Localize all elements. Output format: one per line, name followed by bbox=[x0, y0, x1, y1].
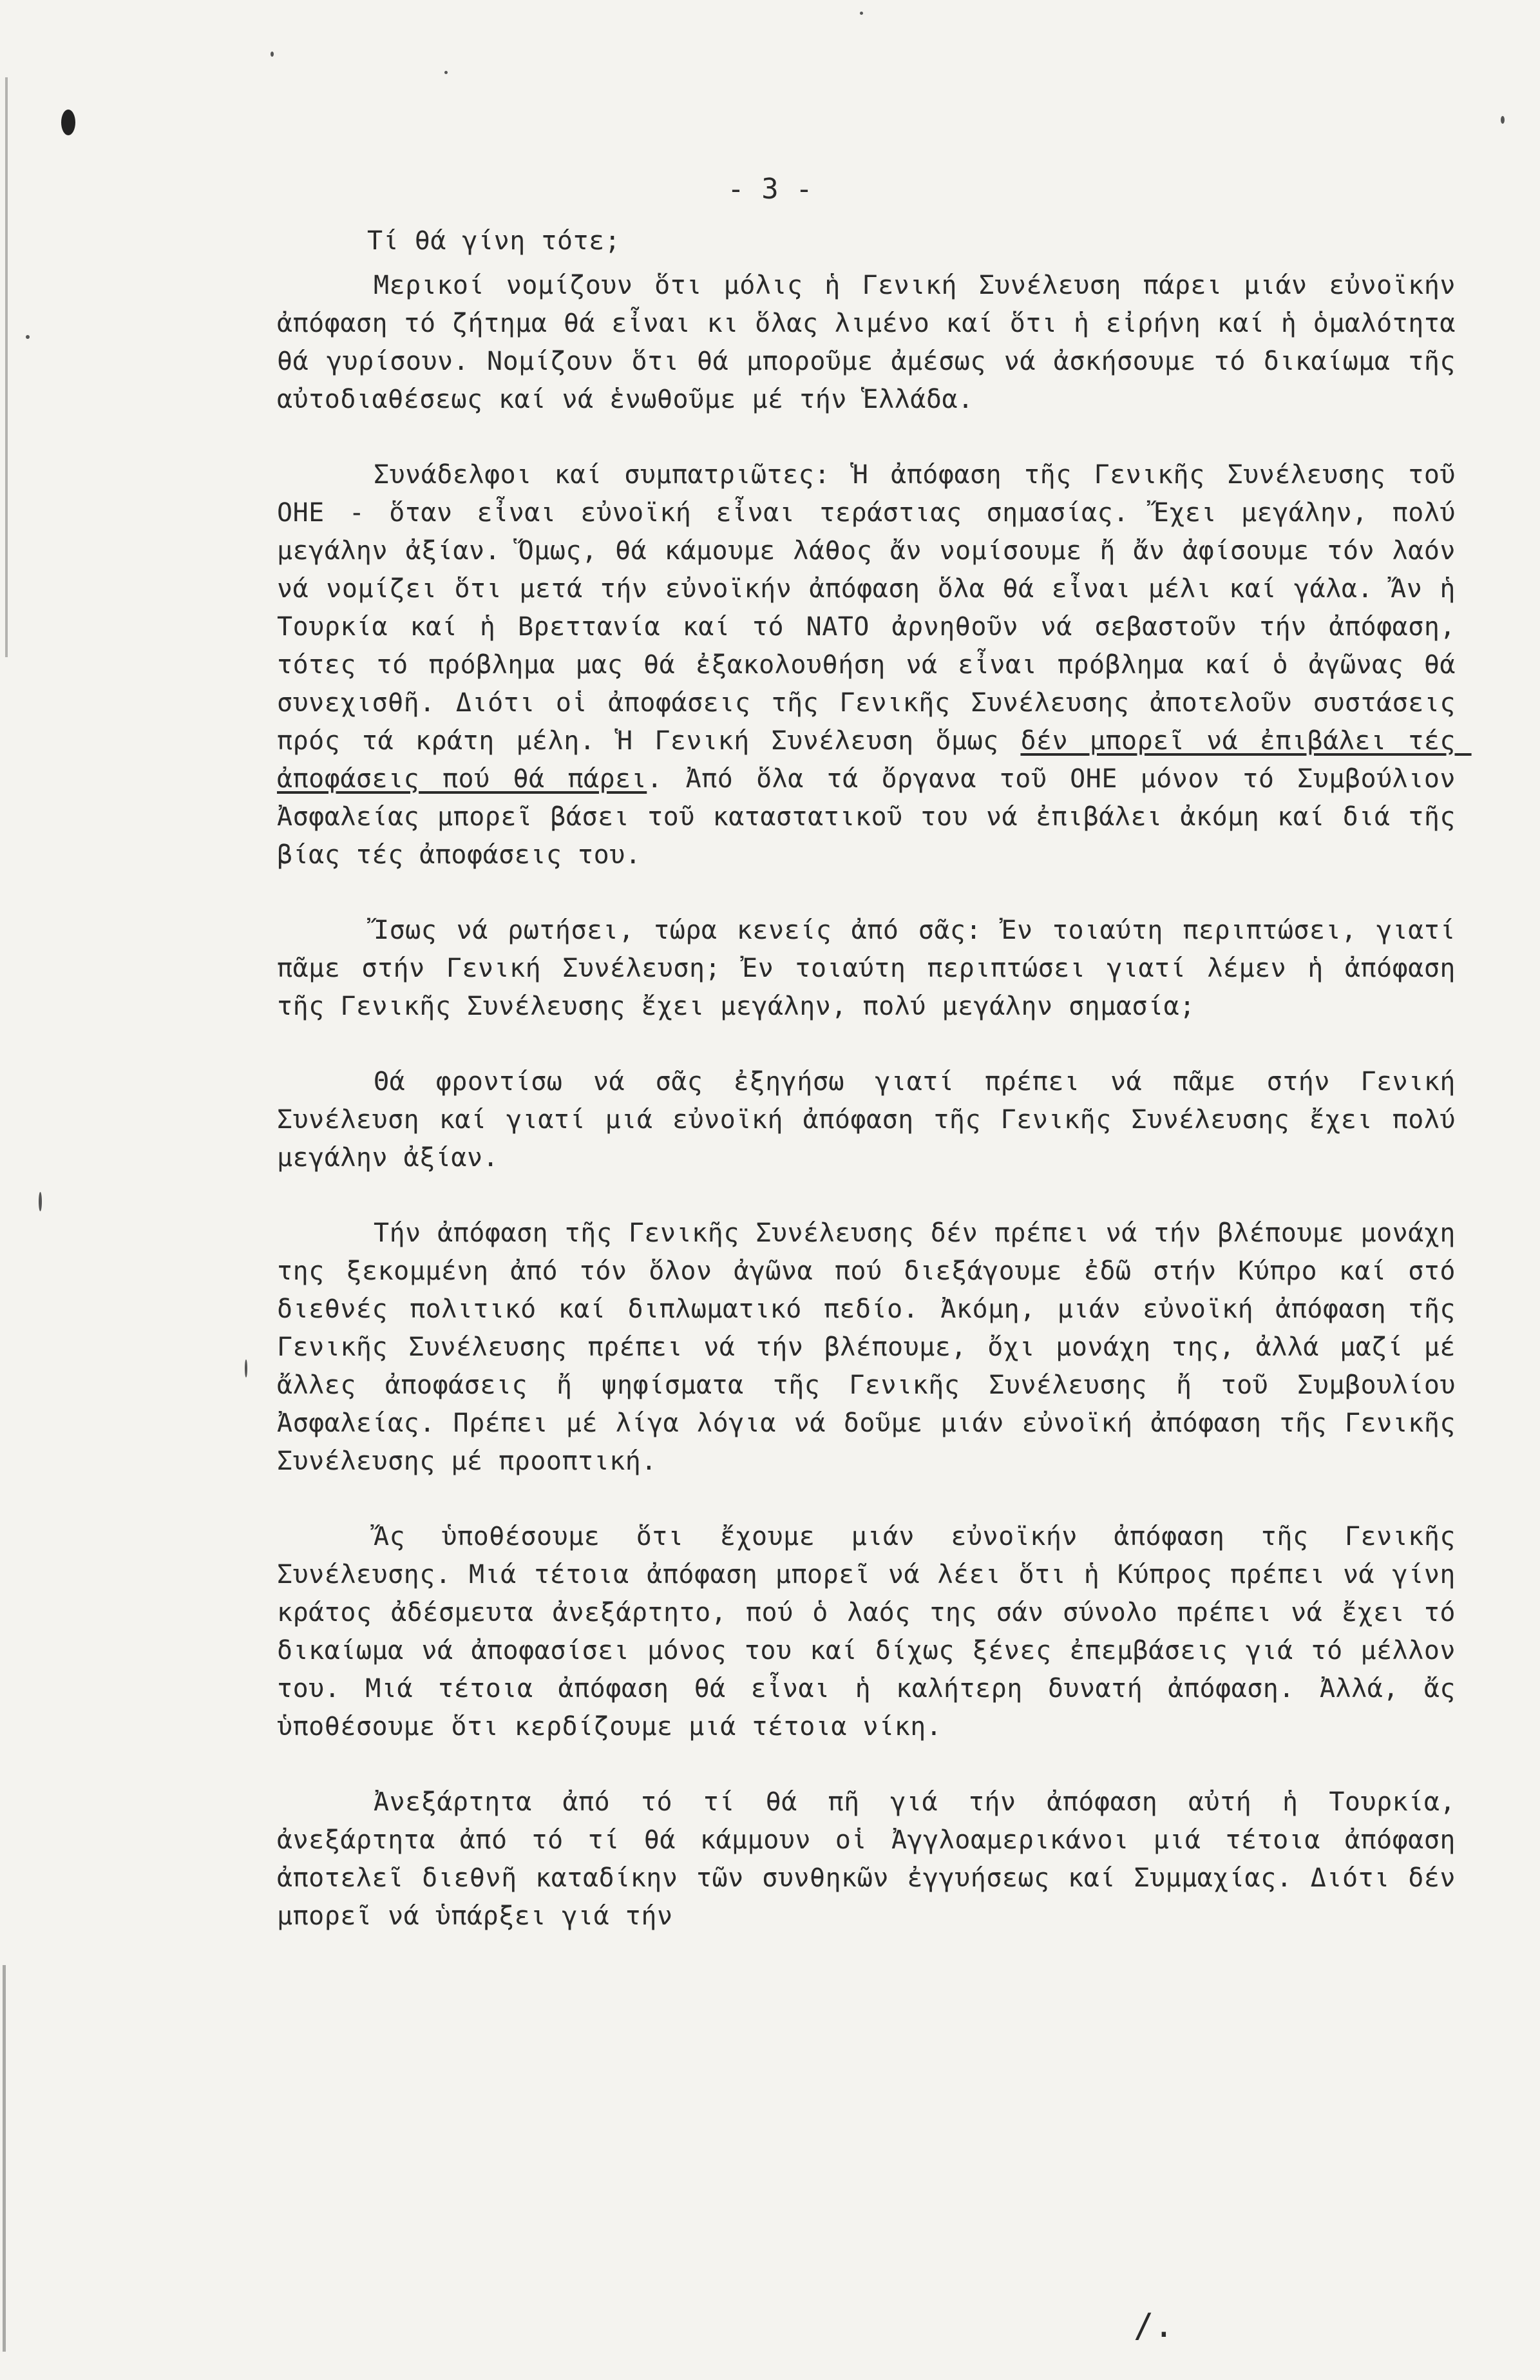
scan-edge-mark bbox=[3, 1965, 6, 2352]
scan-speck bbox=[61, 110, 75, 135]
scan-speck bbox=[1501, 116, 1505, 124]
section-heading: Τί θά γίνη τότε; bbox=[367, 226, 621, 256]
underlined-phrase: δέν μπορεῖ νά ἐπιβάλει τές ἀποφάσεις πού θά πάρει bbox=[277, 726, 1472, 794]
paragraph-2-text: Συνάδελφοι καί συμπατριῶτες: Ἡ ἀπόφαση τῆς Γενικῆς Συνέλευσης τοῦ ΟΗΕ - ὅταν εἶναι εὐνοϊκή εἶναι τεράστιας σημασίας. Ἔχει μεγάλην, πολύ μεγάλην ἀξίαν. Ὅμως, θά κάμουμε λάθος ἄν νομίσουμε ἤ ἄν ἀφίσουμε τόν λαόν νά νομίζει ὅτι μετά τήν εὐνοϊκήν ἀπόφαση ὅλα θά εἶναι μέλι καί γάλα. Ἄν ἡ Τουρκία καί ἡ Βρεττανία καί τό ΝΑΤΟ ἀρνηθοῦν νά σεβαστοῦν τήν ἀπόφαση, τότες τό πρόβλημα μας θά ἐξακολουθήση νά εἶναι πρόβλημα καί ὁ ἀγῶνας θά συνεχισθῆ. Διότι οἱ ἀποφάσεις τῆς Γενικῆς Συνέλευσης ἀποτελοῦν συστάσεις πρός τά κράτη μέλη. Ἡ Γενική Συνέλευση ὅμως bbox=[277, 460, 1472, 756]
scan-speck bbox=[39, 1192, 42, 1211]
scan-speck bbox=[444, 71, 448, 74]
page-number: - 3 - bbox=[727, 173, 813, 206]
paragraph-4: Θά φροντίσω νά σᾶς ἐξηγήσω γιατί πρέπει νά πᾶμε στήν Γενική Συνέλευση καί γιατί μιά εὐνοϊκή ἀπόφαση τῆς Γενικῆς Συνέλευσης ἔχει πολύ μεγάλην ἀξίαν. bbox=[277, 1067, 1472, 1173]
scan-speck bbox=[245, 1359, 247, 1377]
scan-edge-mark bbox=[5, 77, 8, 657]
continuation-mark: /. bbox=[1134, 2307, 1174, 2345]
paragraph-1: Μερικοί νομίζουν ὅτι μόλις ἡ Γενική Συνέλευση πάρει μιάν εὐνοϊκήν ἀπόφαση τό ζήτημα θά εἶναι κι ὅλας λιμένο καί ὅτι ἡ εἰρήνη καί ἡ ὁμαλότητα θά γυρίσουν. Νομίζουν ὅτι θά μποροῦμε ἀμέσως νά ἀσκήσουμε τό δικαίωμα τῆς αὐτοδιαθέσεως καί νά ἑνωθοῦμε μέ τήν Ἑλλάδα. bbox=[277, 271, 1472, 414]
paragraph-7: Ἀνεξάρτητα ἀπό τό τί θά πῆ γιά τήν ἀπόφαση αὐτή ἡ Τουρκία, ἀνεξάρτητα ἀπό τό τί θά κάμμουν οἱ Ἀγγλοαμερικάνοι μιά τέτοια ἀπόφαση ἀποτελεῖ διεθνῆ καταδίκην τῶν συνθηκῶν ἐγγυήσεως καί Συμμαχίας. Διότι δέν μπορεῖ νά ὑπάρξει γιά τήν bbox=[277, 1787, 1472, 1931]
paragraph-2 bbox=[277, 456, 1472, 874]
scan-speck bbox=[26, 335, 30, 339]
paragraph-2-text-end: . Ἀπό ὅλα τά ὄργανα τοῦ ΟΗΕ μόνον τό Συμβούλιον Ἀσφαλείας μπορεῖ βάσει τοῦ καταστατικοῦ του νά ἐπιβάλει ἀκόμη καί διά τῆς βίας τές ἀποφάσεις του. bbox=[277, 764, 1472, 870]
scan-speck bbox=[271, 52, 274, 57]
paragraph-3: Ἴσως νά ρωτήσει, τώρα κενείς ἀπό σᾶς: Ἐν τοιαύτη περιπτώσει, γιατί πᾶμε στήν Γενική Συνέλευση; Ἐν τοιαύτη περιπτώσει γιατί λέμεν ἡ ἀπόφαση τῆς Γενικῆς Συνέλευσης ἔχει μεγάλην, πολύ μεγάλην σημασία; bbox=[277, 916, 1472, 1021]
scan-speck bbox=[860, 12, 863, 15]
paragraph-6: Ἄς ὑποθέσουμε ὅτι ἔχουμε μιάν εὐνοϊκήν ἀπόφαση τῆς Γενικῆς Συνέλευσης. Μιά τέτοια ἀπόφαση μπορεῖ νά λέει ὅτι ἡ Κύπρος πρέπει νά γίνη κράτος ἀδέσμευτα ἀνεξάρτητο, πού ὁ λαός της σάν σύνολο πρέπει νά ἔχει τό δικαίωμα νά ἀποφασίσει μόνος του καί δίχως ξένες ἐπεμβάσεις γιά τό μέλλον του. Μιά τέτοια ἀπόφαση θά εἶναι ἡ καλήτερη δυνατή ἀπόφαση. Ἀλλά, ἄς ὑποθέσουμε ὅτι κερδίζουμε μιά τέτοια νίκη. bbox=[277, 1522, 1472, 1742]
document-body bbox=[277, 222, 1472, 1973]
paragraph-5: Τήν ἀπόφαση τῆς Γενικῆς Συνέλευσης δέν πρέπει νά τήν βλέπουμε μονάχη της ξεκομμένη ἀπό τόν ὅλον ἀγῶνα πού διεξάγουμε ἐδῶ στήν Κύπρο καί στό διεθνές πολιτικό καί διπλωματικό πεδίο. Ἀκόμη, μιάν εὐνοϊκή ἀπόφαση τῆς Γενικῆς Συνέλευσης πρέπει νά τήν βλέπουμε, ὄχι μονάχη της, ἀλλά μαζί μέ ἄλλες ἀποφάσεις ἤ ψηφίσματα τῆς Γενικῆς Συνέλευσης ἤ τοῦ Συμβουλίου Ἀσφαλείας. Πρέπει μέ λίγα λόγια νά δοῦμε μιάν εὐνοϊκή ἀπόφαση τῆς Γενικῆς Συνέλευσης μέ προοπτική. bbox=[277, 1218, 1472, 1476]
